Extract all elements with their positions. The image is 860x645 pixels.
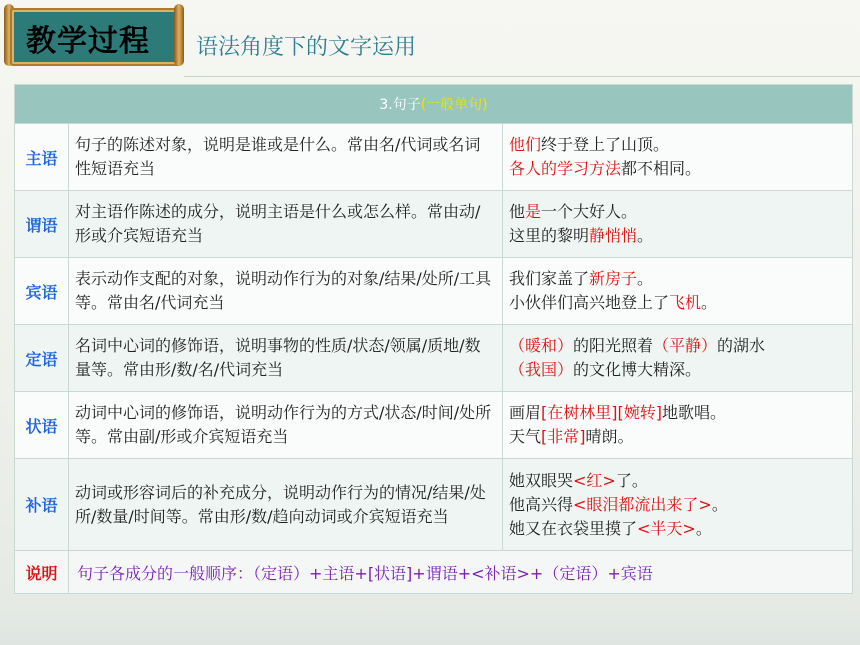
note-row — [15, 551, 853, 594]
component-description: 表示动作支配的对象，说明动作行为的对象/结果/处所/工具等。常由名/代词充当 — [69, 258, 503, 325]
component-label: 定语 — [15, 325, 69, 392]
component-label: 状语 — [15, 392, 69, 459]
table-row — [15, 325, 853, 392]
table-caption-row — [15, 85, 853, 124]
note-text: 句子各成分的一般顺序：（定语）+主语+[状语]+谓语+<补语>+（定语）+宾语 — [69, 551, 853, 594]
table-row — [15, 191, 853, 258]
example-line — [509, 469, 846, 493]
example-line — [509, 200, 846, 224]
example-line — [509, 517, 846, 541]
example-text: 地歌唱。 — [662, 403, 727, 422]
example-text: 的湖水 — [717, 336, 766, 355]
example-text: 。 — [701, 293, 718, 312]
example-text: 画眉 — [509, 403, 542, 422]
note-label: 说明 — [15, 551, 69, 594]
example-text: 他高兴得 — [509, 494, 574, 514]
example-highlight: [非常] — [541, 427, 586, 446]
example-text: 终于登上了山顶。 — [541, 135, 670, 154]
example-highlight: （暖和） — [509, 336, 574, 355]
component-label: 补语 — [15, 459, 69, 551]
component-examples — [503, 191, 853, 258]
component-description: 对主语作陈述的成分，说明主语是什么或怎么样。常由动/形或介宾短语充当 — [69, 191, 503, 258]
example-text: 她双眼哭 — [509, 470, 574, 490]
sentence-components-table — [14, 84, 853, 594]
example-highlight: <红> — [573, 470, 616, 490]
example-text: 。 — [695, 518, 712, 538]
example-line — [509, 358, 846, 382]
example-highlight: 各人的学习方法 — [509, 159, 622, 178]
example-highlight: 静悄悄 — [589, 226, 638, 245]
example-highlight: 他们 — [509, 135, 542, 154]
example-line — [509, 133, 846, 157]
example-line — [509, 425, 846, 449]
example-text: 的文化博大精深。 — [573, 360, 702, 379]
component-examples — [503, 459, 853, 551]
component-label: 宾语 — [15, 258, 69, 325]
example-text: 他 — [509, 202, 526, 221]
example-text: 小伙伴们高兴地登上了 — [509, 293, 670, 312]
component-description: 动词或形容词后的补充成分，说明动作行为的情况/结果/处所/数量/时间等。常由形/数/趋向动词或介宾短语充当 — [69, 459, 503, 551]
component-examples — [503, 392, 853, 459]
example-text: 都不相同。 — [621, 159, 702, 178]
header-divider — [184, 76, 860, 77]
example-line — [509, 493, 846, 517]
table-row — [15, 258, 853, 325]
example-line — [509, 334, 846, 358]
example-highlight: <眼泪都流出来了> — [573, 494, 712, 514]
example-text: 我们家盖了 — [509, 269, 590, 288]
example-line — [509, 157, 846, 181]
component-description: 动词中心词的修饰语，说明动作行为的方式/状态/时间/处所等。常由副/形或介宾短语充当 — [69, 392, 503, 459]
example-highlight: 飞机 — [669, 293, 702, 312]
example-line — [509, 224, 846, 248]
caption-prefix: 3.句子 — [379, 97, 421, 113]
example-highlight: <半天> — [637, 518, 696, 538]
component-label: 谓语 — [15, 191, 69, 258]
caption-highlight: (一般单句) — [420, 97, 488, 113]
table-row — [15, 392, 853, 459]
example-text: 的阳光照着 — [573, 336, 654, 355]
example-line — [509, 267, 846, 291]
example-highlight: 是 — [525, 202, 542, 221]
example-text: 这里的黎明 — [509, 226, 590, 245]
component-label: 主语 — [15, 124, 69, 191]
example-text: 天气 — [509, 427, 542, 446]
example-text: 她又在衣袋里摸了 — [509, 518, 638, 538]
example-text: 一个大好人。 — [541, 202, 638, 221]
example-text: 晴朗。 — [585, 427, 634, 446]
table-row — [15, 124, 853, 191]
example-text: 。 — [637, 269, 654, 288]
example-text: 了。 — [615, 470, 648, 490]
title-banner — [4, 2, 184, 66]
table-body — [15, 124, 853, 551]
bottom-fade — [0, 605, 860, 645]
table-row — [15, 459, 853, 551]
example-text: 。 — [637, 226, 654, 245]
example-text: 。 — [711, 494, 728, 514]
component-description: 句子的陈述对象，说明是谁或是什么。常由名/代词或名词性短语充当 — [69, 124, 503, 191]
scroll-roll-right — [174, 4, 184, 66]
component-examples — [503, 124, 853, 191]
example-line — [509, 291, 846, 315]
component-examples — [503, 325, 853, 392]
example-highlight: （我国） — [509, 360, 574, 379]
component-examples — [503, 258, 853, 325]
example-line — [509, 401, 846, 425]
example-highlight: （平静） — [653, 336, 718, 355]
example-highlight: [在树林里][婉转] — [541, 403, 662, 422]
example-highlight: 新房子 — [589, 269, 638, 288]
table-caption — [15, 85, 853, 124]
page-title: 教学过程 — [26, 24, 150, 59]
page-subtitle: 语法角度下的文字运用 — [196, 35, 417, 60]
component-description: 名词中心词的修饰语，说明事物的性质/状态/领属/质地/数量等。常由形/数/名/代词充当 — [69, 325, 503, 392]
